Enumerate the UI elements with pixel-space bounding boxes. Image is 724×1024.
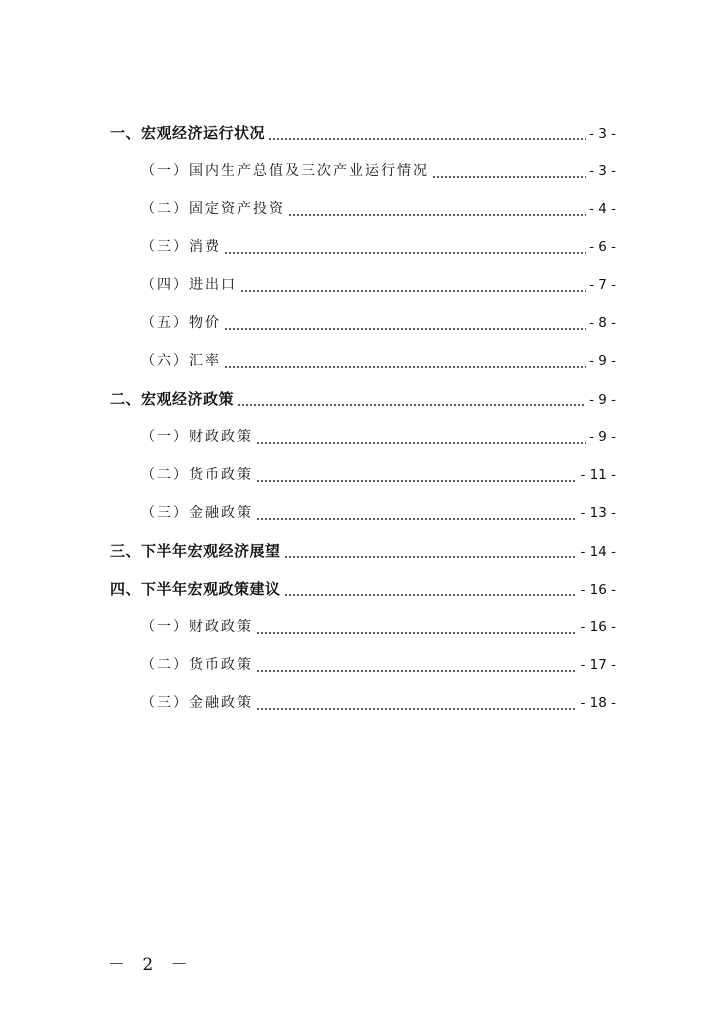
- toc-entry-title: （一）财政政策: [141, 619, 253, 635]
- toc-entry-title: （四）进出口: [141, 277, 237, 293]
- toc-entry-subsection[interactable]: [110, 190, 616, 228]
- dot-leader: [256, 480, 577, 482]
- toc-entry-title: （五）物价: [141, 315, 221, 331]
- toc-entry-page: - 9 -: [589, 429, 616, 445]
- toc-entry-subsection[interactable]: [110, 456, 616, 494]
- toc-entry-subsection[interactable]: [110, 646, 616, 684]
- toc-entry-page: - 16 -: [580, 582, 616, 598]
- toc-entry-page: - 11 -: [580, 467, 616, 483]
- toc-entry-title: （六）汇率: [141, 353, 221, 369]
- dot-leader: [288, 214, 586, 216]
- dot-leader: [224, 252, 586, 254]
- toc-entry-page: - 13 -: [580, 505, 616, 521]
- toc-entry-title: （一）国内生产总值及三次产业运行情况: [141, 163, 429, 179]
- toc-entry-title: （三）金融政策: [141, 695, 253, 711]
- toc-entry-page: - 3 -: [589, 163, 616, 179]
- toc-entry-title: 三、下半年宏观经济展望: [110, 542, 281, 560]
- toc-entry-page: - 4 -: [589, 201, 616, 217]
- toc-entry-page: - 17 -: [580, 657, 616, 673]
- toc-entry-subsection[interactable]: [110, 152, 616, 190]
- toc-entry-title: （一）财政政策: [141, 429, 253, 445]
- toc-entry-title: 四、下半年宏观政策建议: [110, 580, 281, 598]
- dot-leader: [237, 404, 586, 406]
- page-number-footer: － 2 －: [108, 955, 194, 975]
- toc-entry-title: （三）消费: [141, 239, 221, 255]
- toc-entry-page: - 7 -: [589, 277, 616, 293]
- dot-leader: [432, 176, 586, 178]
- dot-leader: [256, 708, 577, 710]
- dot-leader: [284, 594, 578, 596]
- toc-entry-section-3[interactable]: [110, 532, 616, 570]
- toc-entry-page: - 8 -: [589, 315, 616, 331]
- toc-entry-section-2[interactable]: [110, 380, 616, 418]
- toc-entry-subsection[interactable]: [110, 228, 616, 266]
- toc-entry-subsection[interactable]: [110, 494, 616, 532]
- toc-entry-subsection[interactable]: [110, 418, 616, 456]
- toc-entry-subsection[interactable]: [110, 608, 616, 646]
- dot-leader: [284, 556, 578, 558]
- dot-leader: [224, 328, 586, 330]
- toc-entry-page: - 6 -: [589, 239, 616, 255]
- toc-entry-title: （二）固定资产投资: [141, 201, 285, 217]
- dot-leader: [240, 290, 586, 292]
- toc-entry-title: （二）货币政策: [141, 467, 253, 483]
- dot-leader: [256, 442, 586, 444]
- dot-leader: [268, 138, 586, 140]
- table-of-contents: [110, 114, 616, 722]
- toc-entry-page: - 16 -: [580, 619, 616, 635]
- toc-entry-subsection[interactable]: [110, 684, 616, 722]
- dot-leader: [256, 518, 577, 520]
- toc-entry-title: （三）金融政策: [141, 505, 253, 521]
- toc-entry-page: - 14 -: [580, 544, 616, 560]
- toc-entry-title: （二）货币政策: [141, 657, 253, 673]
- toc-entry-page: - 9 -: [589, 353, 616, 369]
- toc-entry-section-1[interactable]: [110, 114, 616, 152]
- toc-entry-page: - 3 -: [589, 126, 616, 142]
- toc-entry-subsection[interactable]: [110, 304, 616, 342]
- toc-entry-title: 一、宏观经济运行状况: [110, 124, 266, 142]
- toc-entry-section-4[interactable]: [110, 570, 616, 608]
- toc-entry-subsection[interactable]: [110, 342, 616, 380]
- dot-leader: [256, 632, 577, 634]
- toc-entry-subsection[interactable]: [110, 266, 616, 304]
- toc-entry-page: - 9 -: [589, 392, 616, 408]
- toc-entry-title: 二、宏观经济政策: [110, 390, 235, 408]
- dot-leader: [256, 670, 577, 672]
- toc-entry-page: - 18 -: [580, 695, 616, 711]
- dot-leader: [224, 366, 586, 368]
